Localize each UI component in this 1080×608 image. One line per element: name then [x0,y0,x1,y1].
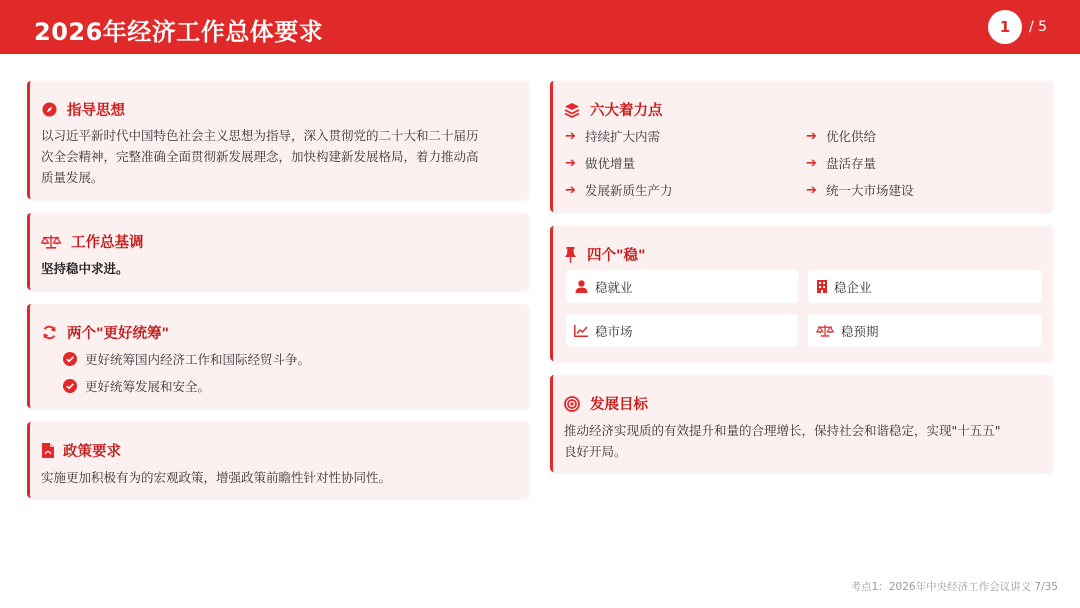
stable-item-enterprise: 稳企业 [808,270,1042,303]
balance-scale-icon [816,324,834,338]
work-tone-text: 坚持稳中求进。 [41,261,129,276]
balance-scale-icon [41,234,61,250]
arrow-right-icon: ➔ [565,155,576,171]
two-better-coordination-card [27,304,529,408]
policy-requirement-title: 政策要求 [63,444,121,460]
user-icon [574,280,588,294]
stable-item-employment: 稳就业 [566,270,798,303]
list-item: ➔ 持续扩大内需 [565,128,661,144]
work-tone-card [27,213,529,290]
compass-icon [41,102,57,118]
list-item: ➔ 盘活存量 [806,155,877,171]
arrow-right-icon: ➔ [806,128,817,144]
development-goal-text: 推动经济实现质的有效提升和量的合理增长，保持社会和谐稳定，实现"十五五" 良好开局。 [564,423,1001,459]
development-goal-card [550,375,1053,472]
guiding-ideology-card [27,81,529,199]
pdf-file-icon [41,443,54,459]
footer-caption: 考点1：2026年中央经济工作会议讲义 7/35 [850,581,1058,593]
list-item: ➔ 发展新质生产力 [565,182,673,198]
target-icon [564,396,580,412]
list-item: 更好统筹发展和安全。 [63,377,210,395]
list-item: 更好统筹国内经济工作和国际经贸斗争。 [63,350,310,368]
guiding-ideology-title: 指导思想 [67,103,125,119]
four-stable-card [550,226,1053,361]
four-stable-title: 四个"稳" [587,248,646,264]
six-focus-points-title: 六大着力点 [590,103,663,119]
two-better-coordination-title: 两个"更好统筹" [67,326,170,342]
check-circle-icon [63,352,77,366]
layers-icon [564,102,580,118]
stable-item-market: 稳市场 [566,314,798,347]
guiding-ideology-text: 以习近平新时代中国特色社会主义思想为指导，深入贯彻党的二十大和二十届历 次全会精神，完整准确全面贯彻新发展理念，加快构建新发展格局，着力推动高 质量发展。 [41,128,479,185]
arrow-right-icon: ➔ [806,182,817,198]
list-item: ➔ 统一大市场建设 [806,182,914,198]
list-item: ➔ 做优增量 [565,155,636,171]
total-pages-label: / 5 [1029,19,1048,35]
header-bar [0,0,1080,54]
policy-requirement-text: 实施更加积极有为的宏观政策，增强政策前瞻性针对性协同性。 [41,470,392,485]
stable-item-expectation: 稳预期 [808,314,1042,347]
work-tone-title: 工作总基调 [71,235,144,251]
list-item: ➔ 优化供给 [806,128,877,144]
page-title: 2026年经济工作总体要求 [34,18,324,46]
line-chart-icon [574,324,588,338]
six-focus-points-card [550,81,1053,212]
development-goal-title: 发展目标 [590,397,648,413]
sync-icon [41,325,57,341]
check-circle-icon [63,379,77,393]
arrow-right-icon: ➔ [565,182,576,198]
policy-requirement-card [27,422,529,498]
arrow-right-icon: ➔ [806,155,817,171]
arrow-right-icon: ➔ [565,128,576,144]
current-page-indicator[interactable]: 1 [988,10,1022,44]
building-icon [816,280,827,294]
pushpin-icon [564,247,576,263]
